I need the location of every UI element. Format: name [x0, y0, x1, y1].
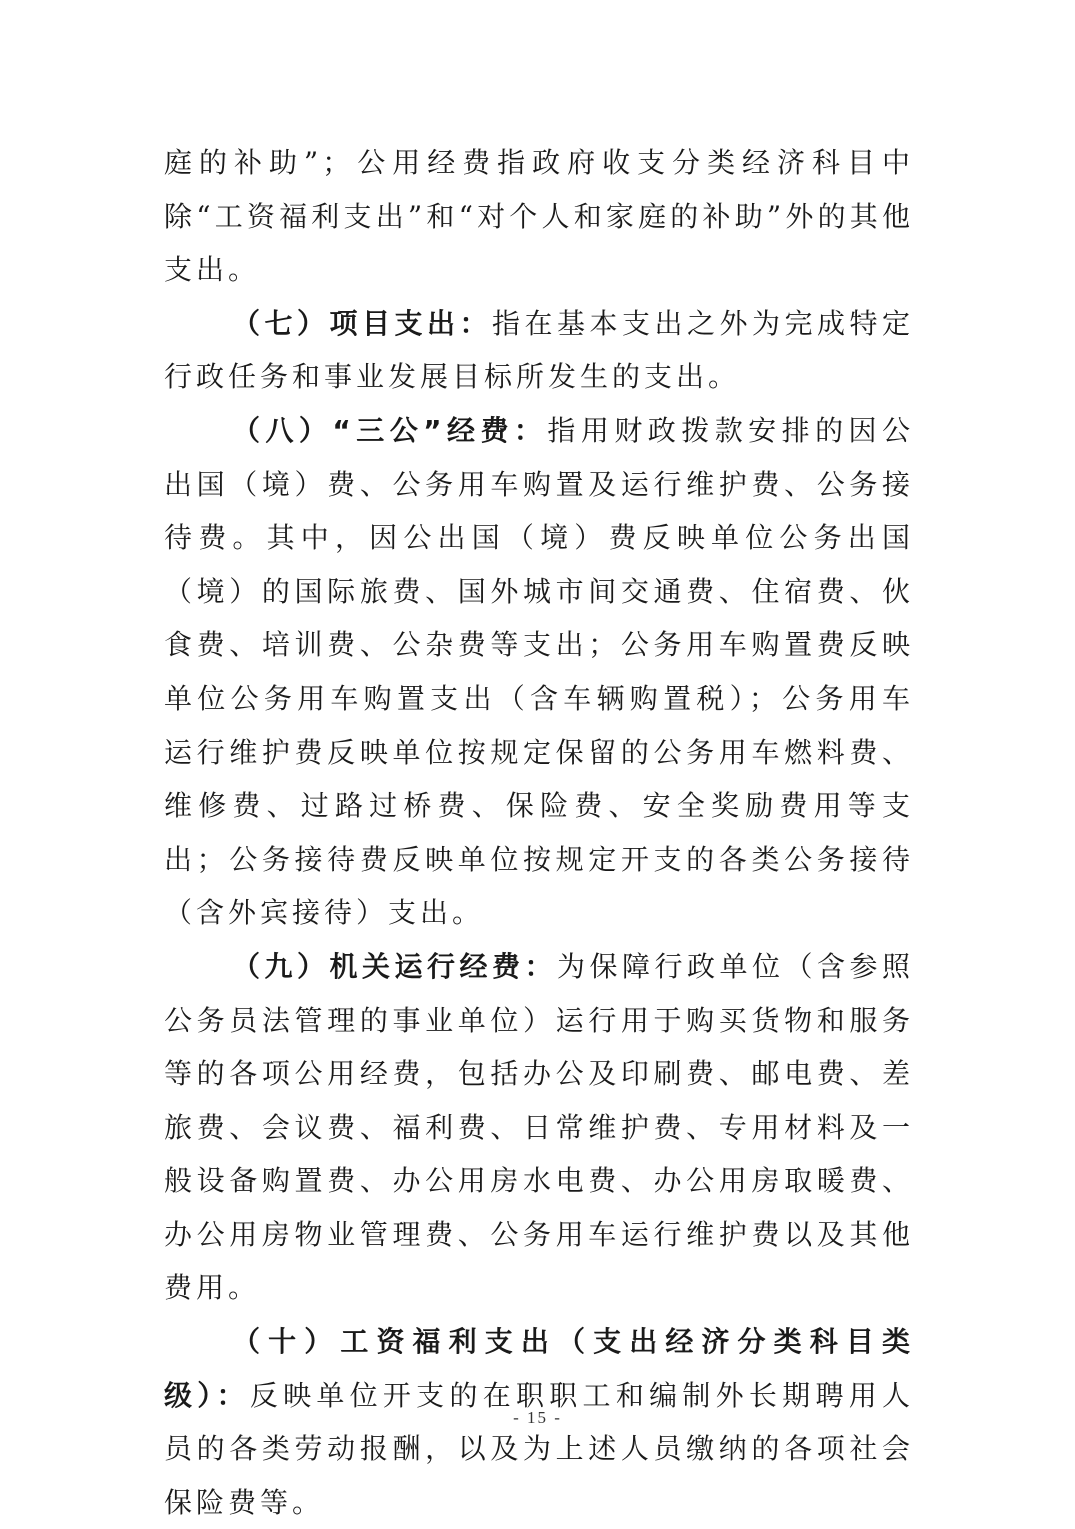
term-salary-welfare: （十）工资福利支出（支出经济分类科目类级）： [164, 1325, 914, 1412]
paragraph-text: 指在基本支出之外为完成特定行政任务和事业发展目标所发生的支出。 [164, 306, 914, 394]
paragraph-operating-expenses [164, 940, 914, 1315]
paragraph-text: 庭的补助”；公用经费指政府收支分类经济科目中除“工资福利支出”和“对个人和家庭的补助”外的其他支出。 [164, 146, 914, 287]
term-project-expenditure: （七）项目支出： [232, 306, 492, 340]
term-operating-expenses: （九）机关运行经费： [232, 949, 557, 983]
paragraph-continuation [164, 136, 914, 297]
paragraph-text: 反映单位开支的在职职工和编制外长期聘用人员的各类劳动报酬，以及为上述人员缴纳的各项社会保险费等。 [164, 1378, 914, 1519]
paragraph-project-expenditure [164, 297, 914, 404]
page-number: - 15 - [513, 1408, 562, 1427]
paragraph-text: 为保障行政单位（含参照公务员法管理的事业单位）运行用于购买货物和服务等的各项公用经费，包括办公及印刷费、邮电费、差旅费、会议费、福利费、日常维护费、专用材料及一般设备购置费、办公用房水电费、办公用房取暖费、办公用房物业管理费、公务用车运行维护费以及其他费用。 [164, 949, 914, 1305]
term-three-public-expenses: （八）“三公”经费： [232, 413, 548, 447]
paragraph-three-public-expenses [164, 404, 914, 940]
paragraph-text: 指用财政拨款安排的因公出国（境）费、公务用车购置及运行维护费、公务接待费。其中，因公出国（境）费反映单位公务出国（境）的国际旅费、国外城市间交通费、住宿费、伙食费、培训费、公杂费等支出；公务用车购置费反映单位公务用车购置支出（含车辆购置税）；公务用车运行维护费反映单位按规定保留的公务用车燃料费、维修费、过路过桥费、保险费、安全奖励费用等支出；公务接待费反映单位按规定开支的各类公务接待（含外宾接待）支出。 [164, 413, 914, 930]
body-text [164, 136, 914, 1529]
